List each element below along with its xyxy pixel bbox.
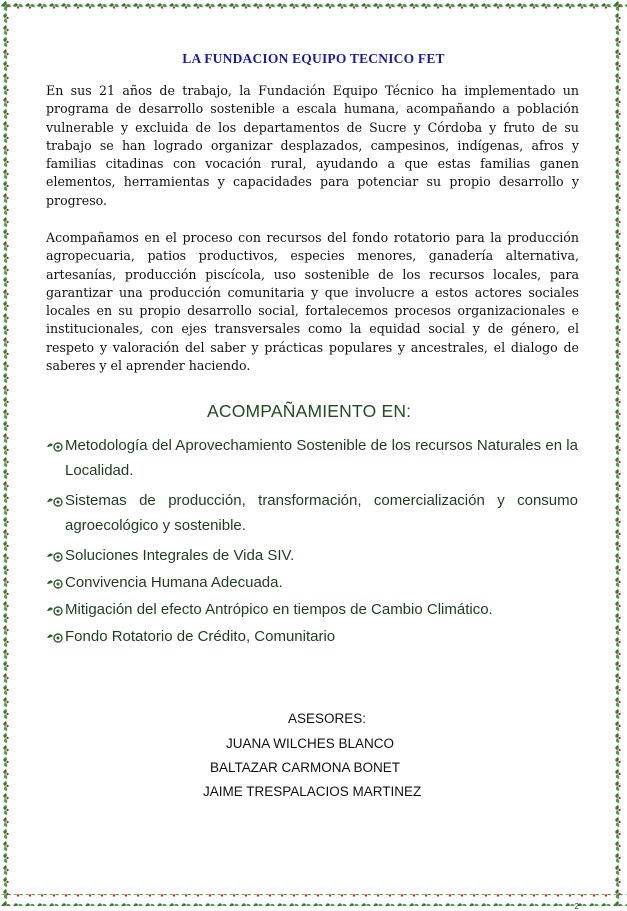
advisor-name: BALTAZAR CARMONA BONET [210, 760, 401, 775]
services-list [46, 433, 578, 651]
section-heading: ACOMPAÑAMIENTO EN: [207, 401, 412, 421]
list-item-text: Metodología del Aprovechamiento Sostenible de los recursos Naturales en la Localidad. [65, 437, 578, 479]
advisor-name: JUANA WILCHES BLANCO [226, 736, 395, 751]
advisor-name: JAIME TRESPALACIOS MARTINEZ [203, 784, 422, 799]
leaf-spiral-bullet-icon [46, 493, 65, 509]
leaf-spiral-bullet-icon [46, 575, 65, 591]
list-item-text: Mitigación del efecto Antrópico en tiempos de Cambio Climático. [65, 601, 493, 618]
advisors-label: ASESORES: [288, 711, 367, 726]
list-item-text: Soluciones Integrales de Vida SIV. [65, 547, 295, 564]
list-item [46, 597, 578, 622]
list-item [46, 624, 578, 649]
leaf-spiral-bullet-icon [46, 629, 65, 645]
list-item [46, 543, 578, 568]
list-item [46, 433, 578, 483]
list-item-text: Sistemas de producción, transformación, comercialización y consumo agroecológico y sostenible. [65, 492, 578, 534]
list-item-text: Convivencia Humana Adecuada. [65, 574, 283, 591]
list-item [46, 570, 578, 595]
leaf-spiral-bullet-icon [46, 602, 65, 618]
document-title: LA FUNDACION EQUIPO TECNICO FET [182, 51, 445, 66]
leaf-spiral-bullet-icon [46, 438, 65, 454]
support-paragraph: Acompañamos en el proceso con recursos del fondo rotatorio para la producción agropecuaria, patios productivos, especies menores, ganadería alternativa, artesanías, producción piscícola, uso sostenible de los recursos locales, para garantizar una producción comunitaria y que involucre a estos actores sociales locales en su propio desarrollo social, fortalecemos procesos organizacionales e institucionales, con ejes transversales como la equidad social y de género, el respeto y valoración del saber y prácticas populares y ancestrales, el dialogo de saberes y el aprender haciendo. [46, 230, 579, 374]
page-number: 2 [574, 902, 579, 911]
list-item [46, 488, 578, 538]
leaf-spiral-bullet-icon [46, 548, 65, 564]
list-item-text: Fondo Rotatorio de Crédito, Comunitario [65, 628, 336, 645]
intro-paragraph: En sus 21 años de trabajo, la Fundación Equipo Técnico ha implementado un programa de desarrollo sostenible a escala humana, acompañando a población vulnerable y excluida de los departamentos de Sucre y Córdoba y fruto de su trabajo se han logrado organizar desplazados, campesinos, indígenas, afros y familias citadinas con vocación rural, ayudando a que estas familias ganen elementos, herramientas y capacidades para potenciar su propio desarrollo y progreso. [46, 83, 579, 208]
